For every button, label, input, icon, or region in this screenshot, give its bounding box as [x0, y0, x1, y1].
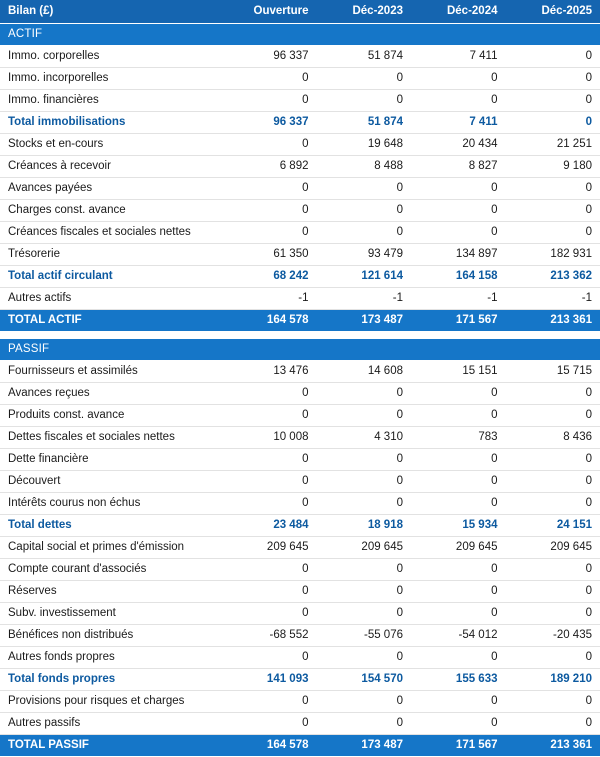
table-row [0, 691, 600, 713]
table-row [0, 288, 600, 310]
row-value-3: 783 [411, 427, 506, 449]
row-value-1: 0 [222, 222, 317, 244]
row-value-3: 134 897 [411, 244, 506, 266]
table-row [0, 625, 600, 647]
table-row [0, 647, 600, 669]
row-value-1: 0 [222, 581, 317, 603]
row-value-3: 171 567 [411, 310, 506, 332]
row-label: Compte courant d'associés [0, 559, 222, 581]
column-header-4: Déc-2025 [506, 0, 600, 24]
row-value-3: 164 158 [411, 266, 506, 288]
row-value-1: 0 [222, 134, 317, 156]
row-value-4: 0 [506, 691, 600, 713]
row-value-3: -1 [411, 288, 506, 310]
row-value-1: 0 [222, 647, 317, 669]
row-value-1: 96 337 [222, 112, 317, 134]
table-row [0, 222, 600, 244]
row-value-1: 164 578 [222, 310, 317, 332]
row-label: Capital social et primes d'émission [0, 537, 222, 559]
row-label: Avances payées [0, 178, 222, 200]
row-value-4: 189 210 [506, 669, 600, 691]
row-value-2: 0 [317, 471, 412, 493]
row-value-1: 0 [222, 493, 317, 515]
row-value-2: 8 488 [317, 156, 412, 178]
table-row [0, 427, 600, 449]
row-label: Subv. investissement [0, 603, 222, 625]
row-value-4: 213 362 [506, 266, 600, 288]
row-value-1: 0 [222, 405, 317, 427]
table-row [0, 449, 600, 471]
section-spacer-cell [0, 332, 600, 339]
row-value-2: 173 487 [317, 310, 412, 332]
row-value-1: 0 [222, 691, 317, 713]
row-value-2: 51 874 [317, 112, 412, 134]
table-row [0, 310, 600, 332]
row-value-2: 4 310 [317, 427, 412, 449]
row-value-1: 0 [222, 383, 317, 405]
row-value-3: 0 [411, 493, 506, 515]
row-label: Dette financière [0, 449, 222, 471]
row-value-1: 61 350 [222, 244, 317, 266]
row-label: Avances reçues [0, 383, 222, 405]
column-header-title: Bilan (£) [0, 0, 222, 24]
table-row [0, 244, 600, 266]
table-row [0, 46, 600, 68]
row-value-1: -1 [222, 288, 317, 310]
row-value-4: 15 715 [506, 361, 600, 383]
table-row [0, 68, 600, 90]
row-value-3: 0 [411, 222, 506, 244]
row-label: TOTAL ACTIF [0, 310, 222, 332]
row-value-2: 0 [317, 449, 412, 471]
row-label: Total immobilisations [0, 112, 222, 134]
row-value-3: 209 645 [411, 537, 506, 559]
row-value-3: 0 [411, 90, 506, 112]
row-value-1: 13 476 [222, 361, 317, 383]
row-value-4: 0 [506, 200, 600, 222]
row-label: Immo. financières [0, 90, 222, 112]
table-header-row [0, 0, 600, 24]
row-value-1: 0 [222, 713, 317, 735]
row-value-3: 0 [411, 383, 506, 405]
table-row [0, 493, 600, 515]
row-value-2: 0 [317, 68, 412, 90]
row-value-1: 68 242 [222, 266, 317, 288]
row-value-4: 0 [506, 471, 600, 493]
row-label: Autres actifs [0, 288, 222, 310]
row-value-4: -1 [506, 288, 600, 310]
row-value-2: 0 [317, 559, 412, 581]
row-value-3: 0 [411, 581, 506, 603]
row-value-4: 0 [506, 449, 600, 471]
table-row [0, 361, 600, 383]
row-value-1: 0 [222, 603, 317, 625]
row-value-2: 0 [317, 603, 412, 625]
row-value-4: 0 [506, 222, 600, 244]
row-value-3: 0 [411, 405, 506, 427]
row-value-2: 0 [317, 200, 412, 222]
table-row [0, 134, 600, 156]
row-label: Produits const. avance [0, 405, 222, 427]
row-value-1: 96 337 [222, 46, 317, 68]
row-value-3: 0 [411, 471, 506, 493]
column-header-2: Déc-2023 [317, 0, 412, 24]
row-value-3: 155 633 [411, 669, 506, 691]
row-value-1: 0 [222, 200, 317, 222]
row-value-3: 0 [411, 178, 506, 200]
row-value-3: 0 [411, 200, 506, 222]
row-value-1: 141 093 [222, 669, 317, 691]
row-value-1: -68 552 [222, 625, 317, 647]
row-value-4: -20 435 [506, 625, 600, 647]
table-row [0, 735, 600, 757]
row-value-2: 154 570 [317, 669, 412, 691]
row-value-2: 51 874 [317, 46, 412, 68]
section-spacer [0, 332, 600, 339]
section-header-passif [0, 339, 600, 361]
row-value-2: 0 [317, 493, 412, 515]
row-value-2: -1 [317, 288, 412, 310]
row-value-4: 0 [506, 68, 600, 90]
row-value-3: 20 434 [411, 134, 506, 156]
row-value-2: 0 [317, 178, 412, 200]
table-row [0, 581, 600, 603]
row-value-3: 7 411 [411, 112, 506, 134]
row-value-4: 182 931 [506, 244, 600, 266]
row-label: Réserves [0, 581, 222, 603]
row-value-3: 0 [411, 603, 506, 625]
row-value-4: 9 180 [506, 156, 600, 178]
row-value-4: 24 151 [506, 515, 600, 537]
row-value-2: 0 [317, 383, 412, 405]
table-row [0, 405, 600, 427]
column-header-3: Déc-2024 [411, 0, 506, 24]
row-value-2: 0 [317, 691, 412, 713]
row-value-1: 0 [222, 449, 317, 471]
column-header-1: Ouverture [222, 0, 317, 24]
row-value-2: 0 [317, 222, 412, 244]
section-header-label: PASSIF [0, 339, 600, 361]
row-label: Charges const. avance [0, 200, 222, 222]
row-value-1: 6 892 [222, 156, 317, 178]
table-row [0, 713, 600, 735]
row-value-2: 121 614 [317, 266, 412, 288]
row-value-1: 0 [222, 471, 317, 493]
row-value-4: 209 645 [506, 537, 600, 559]
row-value-4: 8 436 [506, 427, 600, 449]
table-row [0, 603, 600, 625]
row-value-4: 213 361 [506, 735, 600, 757]
table-row [0, 471, 600, 493]
row-value-4: 0 [506, 493, 600, 515]
row-value-4: 0 [506, 112, 600, 134]
row-value-2: 0 [317, 90, 412, 112]
table-row [0, 156, 600, 178]
table-row [0, 178, 600, 200]
table-row [0, 537, 600, 559]
row-value-2: 18 918 [317, 515, 412, 537]
row-label: Autres passifs [0, 713, 222, 735]
table-row [0, 669, 600, 691]
row-value-2: 0 [317, 713, 412, 735]
row-label: Créances à recevoir [0, 156, 222, 178]
row-value-2: 209 645 [317, 537, 412, 559]
row-label: Total actif circulant [0, 266, 222, 288]
row-label: Bénéfices non distribués [0, 625, 222, 647]
row-value-1: 10 008 [222, 427, 317, 449]
row-value-2: 0 [317, 647, 412, 669]
row-value-4: 0 [506, 46, 600, 68]
row-value-1: 0 [222, 90, 317, 112]
table-row [0, 383, 600, 405]
table-row [0, 200, 600, 222]
row-value-3: 0 [411, 647, 506, 669]
row-value-2: 0 [317, 405, 412, 427]
table-row [0, 515, 600, 537]
table-row [0, 90, 600, 112]
row-value-1: 0 [222, 178, 317, 200]
row-value-3: 0 [411, 449, 506, 471]
row-value-1: 164 578 [222, 735, 317, 757]
row-value-4: 0 [506, 647, 600, 669]
row-value-4: 0 [506, 90, 600, 112]
row-value-1: 23 484 [222, 515, 317, 537]
row-value-2: 14 608 [317, 361, 412, 383]
row-value-3: 0 [411, 691, 506, 713]
table-row [0, 112, 600, 134]
row-label: Total dettes [0, 515, 222, 537]
row-label: Fournisseurs et assimilés [0, 361, 222, 383]
row-value-4: 213 361 [506, 310, 600, 332]
row-label: Dettes fiscales et sociales nettes [0, 427, 222, 449]
row-value-4: 21 251 [506, 134, 600, 156]
row-value-3: -54 012 [411, 625, 506, 647]
row-label: Intérêts courus non échus [0, 493, 222, 515]
row-value-2: -55 076 [317, 625, 412, 647]
row-value-1: 0 [222, 68, 317, 90]
row-label: Autres fonds propres [0, 647, 222, 669]
row-value-4: 0 [506, 603, 600, 625]
row-value-4: 0 [506, 178, 600, 200]
row-value-2: 93 479 [317, 244, 412, 266]
row-label: Immo. corporelles [0, 46, 222, 68]
row-value-3: 0 [411, 68, 506, 90]
row-label: Découvert [0, 471, 222, 493]
row-value-4: 0 [506, 559, 600, 581]
table-row [0, 266, 600, 288]
row-label: TOTAL PASSIF [0, 735, 222, 757]
row-label: Total fonds propres [0, 669, 222, 691]
row-value-2: 173 487 [317, 735, 412, 757]
row-value-3: 0 [411, 713, 506, 735]
row-value-3: 0 [411, 559, 506, 581]
section-header-label: ACTIF [0, 24, 600, 46]
row-value-3: 7 411 [411, 46, 506, 68]
row-value-1: 0 [222, 559, 317, 581]
row-value-4: 0 [506, 405, 600, 427]
row-label: Provisions pour risques et charges [0, 691, 222, 713]
row-value-2: 0 [317, 581, 412, 603]
table-row [0, 559, 600, 581]
row-label: Immo. incorporelles [0, 68, 222, 90]
row-value-3: 15 934 [411, 515, 506, 537]
row-value-2: 19 648 [317, 134, 412, 156]
row-value-1: 209 645 [222, 537, 317, 559]
row-value-4: 0 [506, 713, 600, 735]
row-value-3: 171 567 [411, 735, 506, 757]
row-label: Stocks et en-cours [0, 134, 222, 156]
row-value-4: 0 [506, 383, 600, 405]
row-value-4: 0 [506, 581, 600, 603]
row-value-3: 15 151 [411, 361, 506, 383]
row-value-3: 8 827 [411, 156, 506, 178]
row-label: Créances fiscales et sociales nettes [0, 222, 222, 244]
row-label: Trésorerie [0, 244, 222, 266]
section-header-actif [0, 24, 600, 46]
